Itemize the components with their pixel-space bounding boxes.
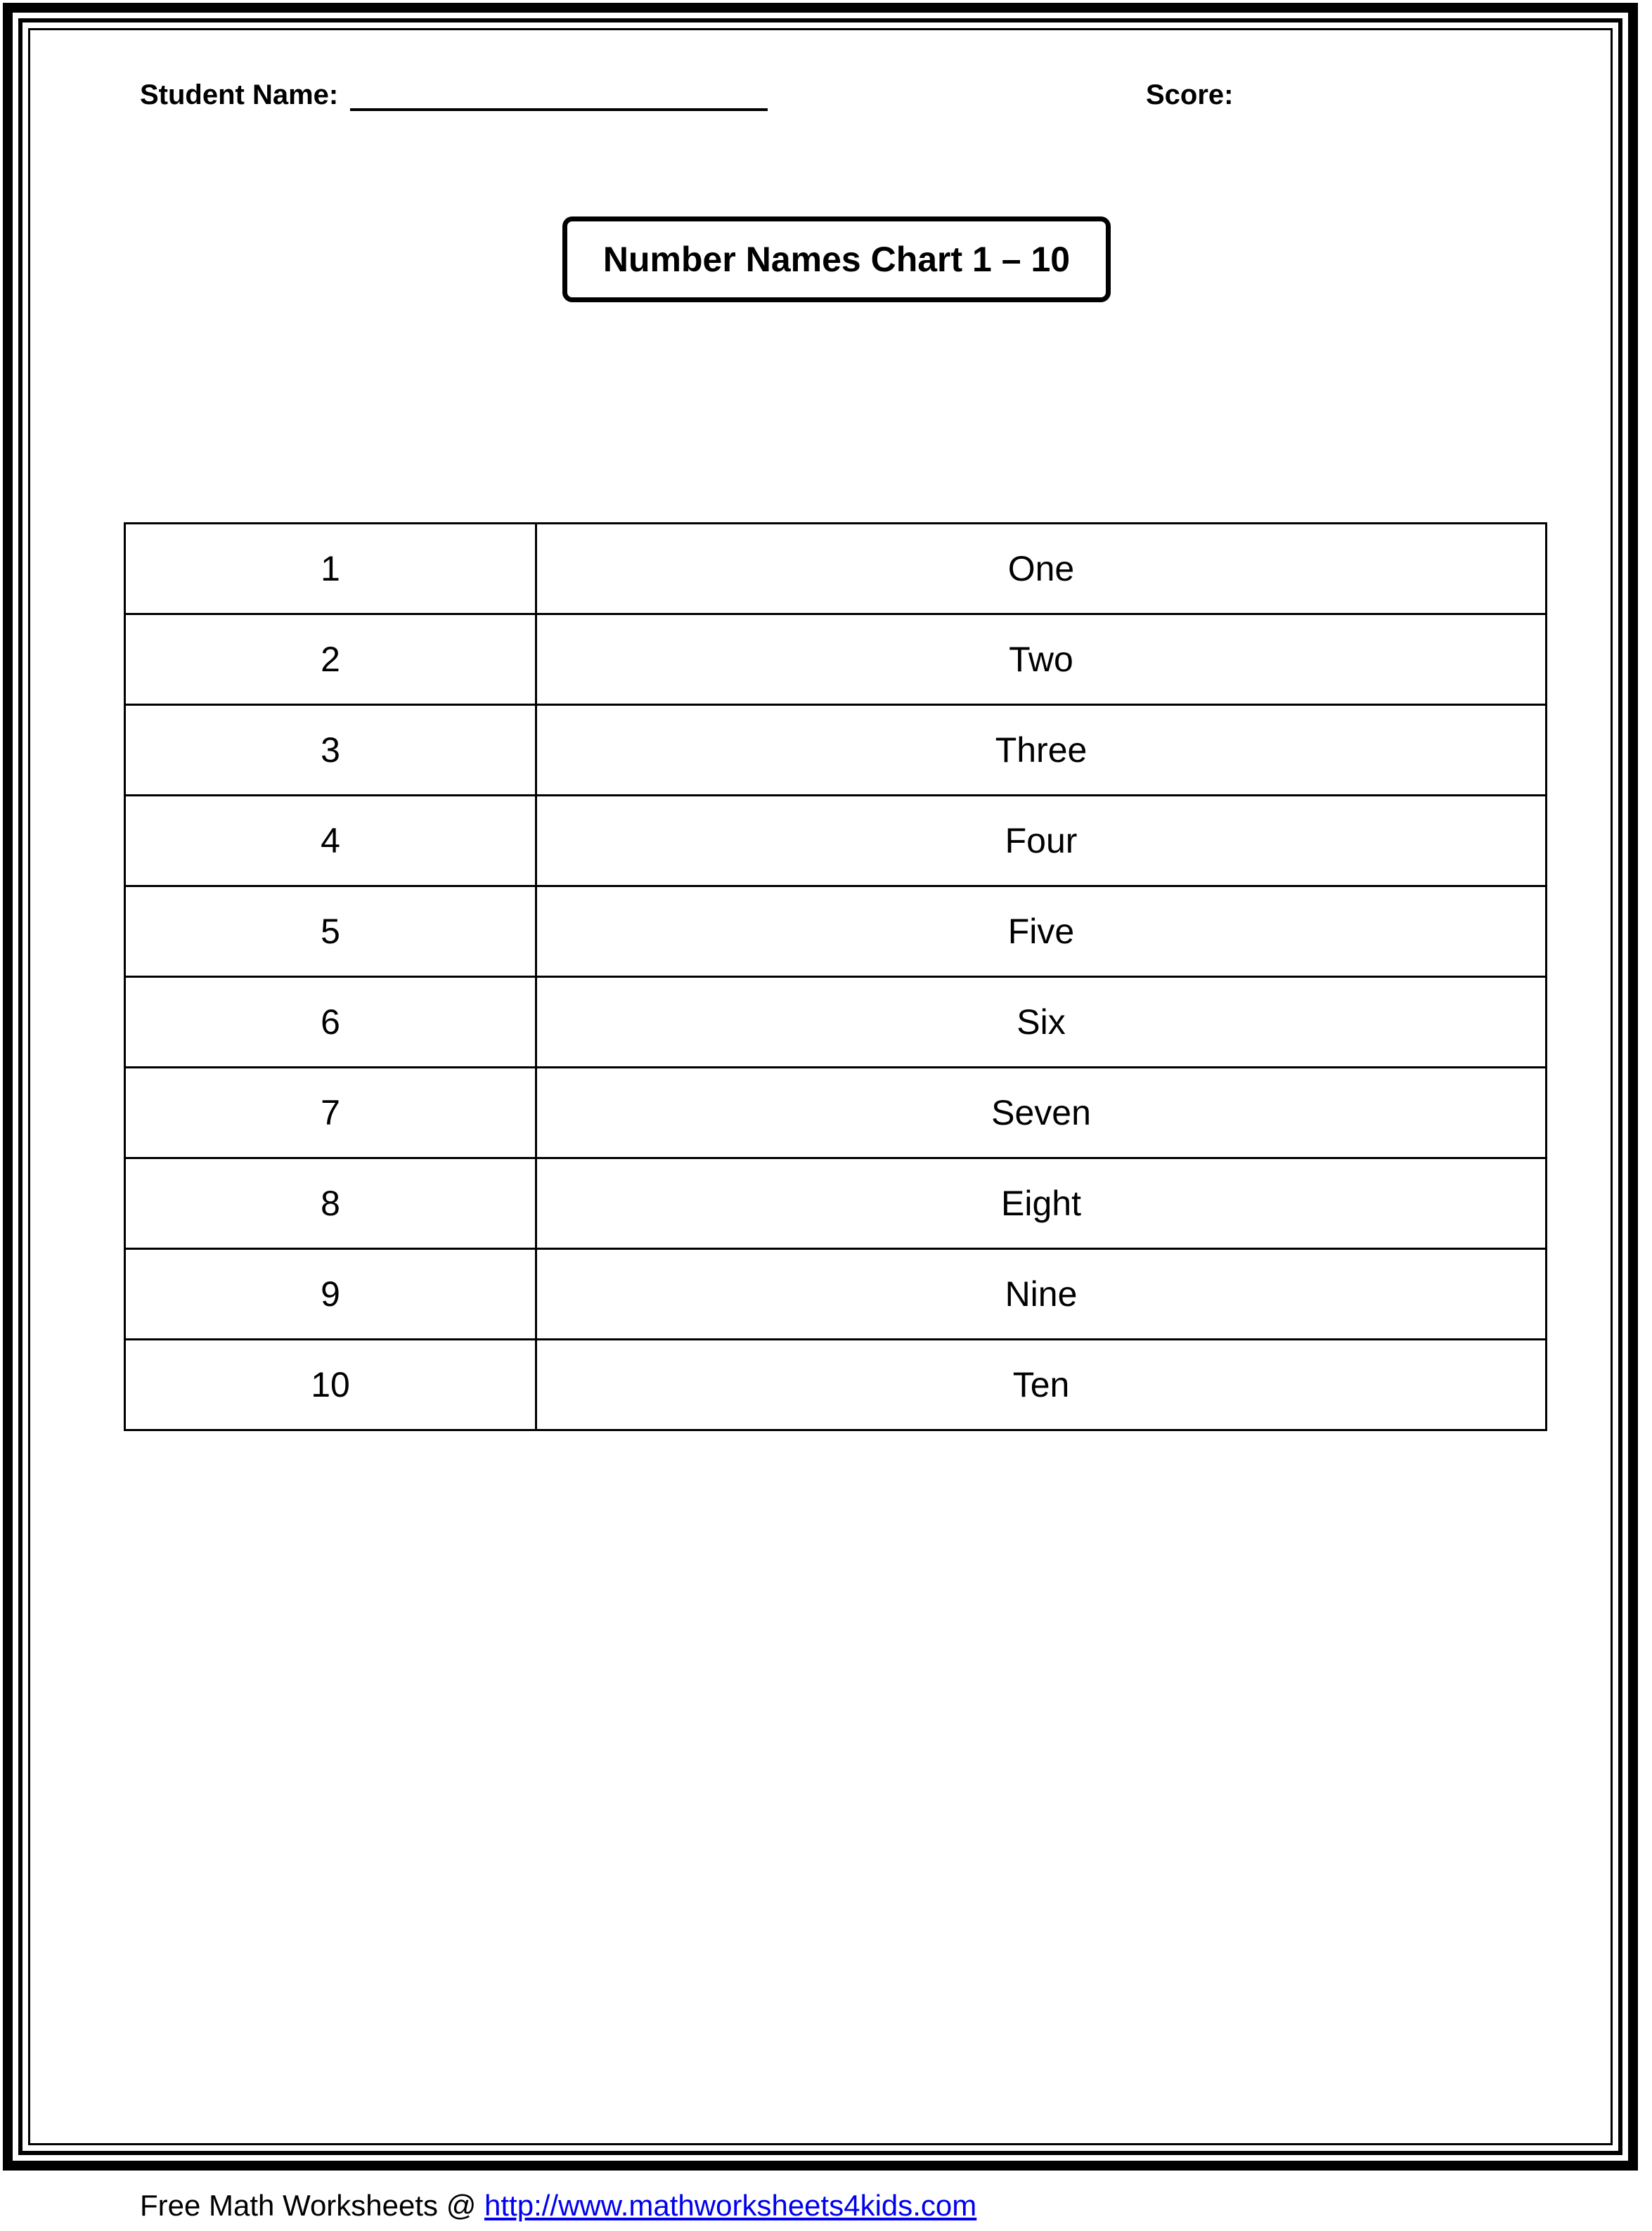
student-name-label: Student Name:	[140, 79, 339, 110]
footer-link[interactable]: http://www.mathworksheets4kids.com	[484, 2189, 977, 2222]
student-name-blank[interactable]	[350, 108, 768, 111]
number-cell: 7	[125, 1068, 536, 1158]
number-cell: 2	[125, 614, 536, 705]
number-name-cell: Six	[536, 977, 1547, 1068]
number-cell: 1	[125, 524, 536, 614]
number-name-cell: Four	[536, 796, 1547, 886]
table-row	[125, 977, 1547, 1068]
table-row	[125, 1158, 1547, 1249]
number-name-cell: Five	[536, 886, 1547, 977]
number-name-cell: Seven	[536, 1068, 1547, 1158]
table-row	[125, 886, 1547, 977]
number-name-cell: Two	[536, 614, 1547, 705]
number-cell: 4	[125, 796, 536, 886]
number-cell: 10	[125, 1340, 536, 1430]
number-name-cell: Eight	[536, 1158, 1547, 1249]
table-row	[125, 614, 1547, 705]
number-name-cell: One	[536, 524, 1547, 614]
title-box	[562, 216, 1111, 302]
page-title: Number Names Chart 1 – 10	[602, 240, 1071, 279]
number-cell: 6	[125, 977, 536, 1068]
number-cell: 9	[125, 1249, 536, 1340]
table-row	[125, 1068, 1547, 1158]
number-name-cell: Nine	[536, 1249, 1547, 1340]
table-row	[125, 705, 1547, 796]
table-row	[125, 524, 1547, 614]
number-name-cell: Ten	[536, 1340, 1547, 1430]
number-cell: 8	[125, 1158, 536, 1249]
score-label: Score:	[1146, 79, 1234, 110]
table-row	[125, 1340, 1547, 1430]
footer	[140, 2187, 976, 2224]
footer-text: Free Math Worksheets @	[140, 2189, 485, 2222]
number-cell: 5	[125, 886, 536, 977]
number-names-table	[124, 522, 1547, 1431]
number-name-cell: Three	[536, 705, 1547, 796]
table-row	[125, 1249, 1547, 1340]
number-cell: 3	[125, 705, 536, 796]
table-row	[125, 796, 1547, 886]
